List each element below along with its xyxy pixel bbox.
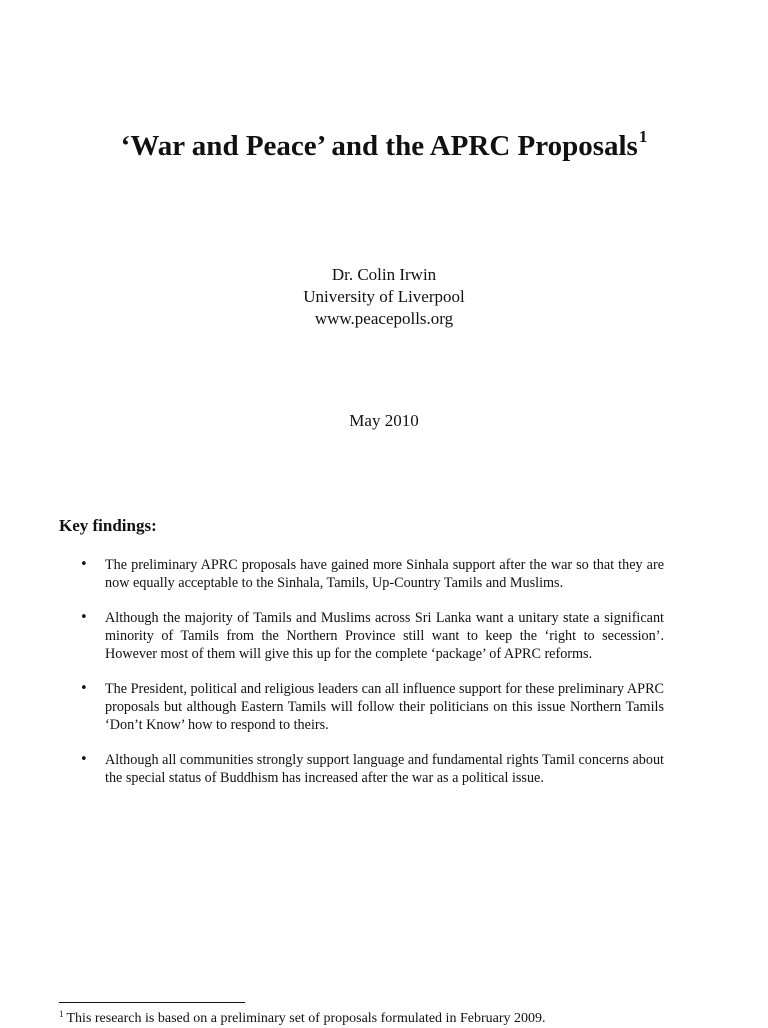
publication-date: May 2010 [349,411,419,430]
title-text: ‘War and Peace’ and the APRC Proposals [120,130,638,162]
finding-item [80,680,664,734]
document-title [0,128,768,164]
author-affiliation: University of Liverpool [303,287,465,306]
author-block [0,264,768,330]
footnote-text: This research is based on a preliminary set of proposals formulated in February 2009. [66,1011,546,1026]
bullet-icon: • [80,610,88,625]
finding-text: The preliminary APRC proposals have gained more Sinhala support after the war so that they are now equally acceptable to the Sinhala, Tamils, Up-Country Tamils and Muslims. [105,557,664,591]
title-footnote-marker: 1 [638,127,648,146]
finding-text: Although all communities strongly support language and fundamental rights Tamil concerns about the special status of Buddhism has increased after the war as a political issue. [105,752,664,786]
key-findings-list [80,556,664,804]
footnote-marker: 1 [59,1009,64,1019]
author-name: Dr. Colin Irwin [331,265,437,284]
bullet-icon: • [80,557,88,572]
bullet-icon: • [80,752,88,767]
finding-item [80,556,664,592]
author-website: www.peacepolls.org [314,309,454,328]
finding-item [80,609,664,663]
key-findings-heading: Key findings: [59,516,157,535]
footnote-divider [59,1002,245,1003]
finding-item [80,751,664,787]
bullet-icon: • [80,681,88,696]
finding-text: The President, political and religious leaders can all influence support for these preliminary APRC proposals but although Eastern Tamils will follow their politicians on this issue Northern Tamils ‘Don’t Know’ how to respond to theirs. [105,681,664,733]
footnote [59,1010,719,1028]
finding-text: Although the majority of Tamils and Muslims across Sri Lanka want a unitary state a significant minority of Tamils from the Northern Province still want to keep the ‘right to secession’. However most of them will give this up for the complete ‘package’ of APRC reforms. [105,610,664,662]
